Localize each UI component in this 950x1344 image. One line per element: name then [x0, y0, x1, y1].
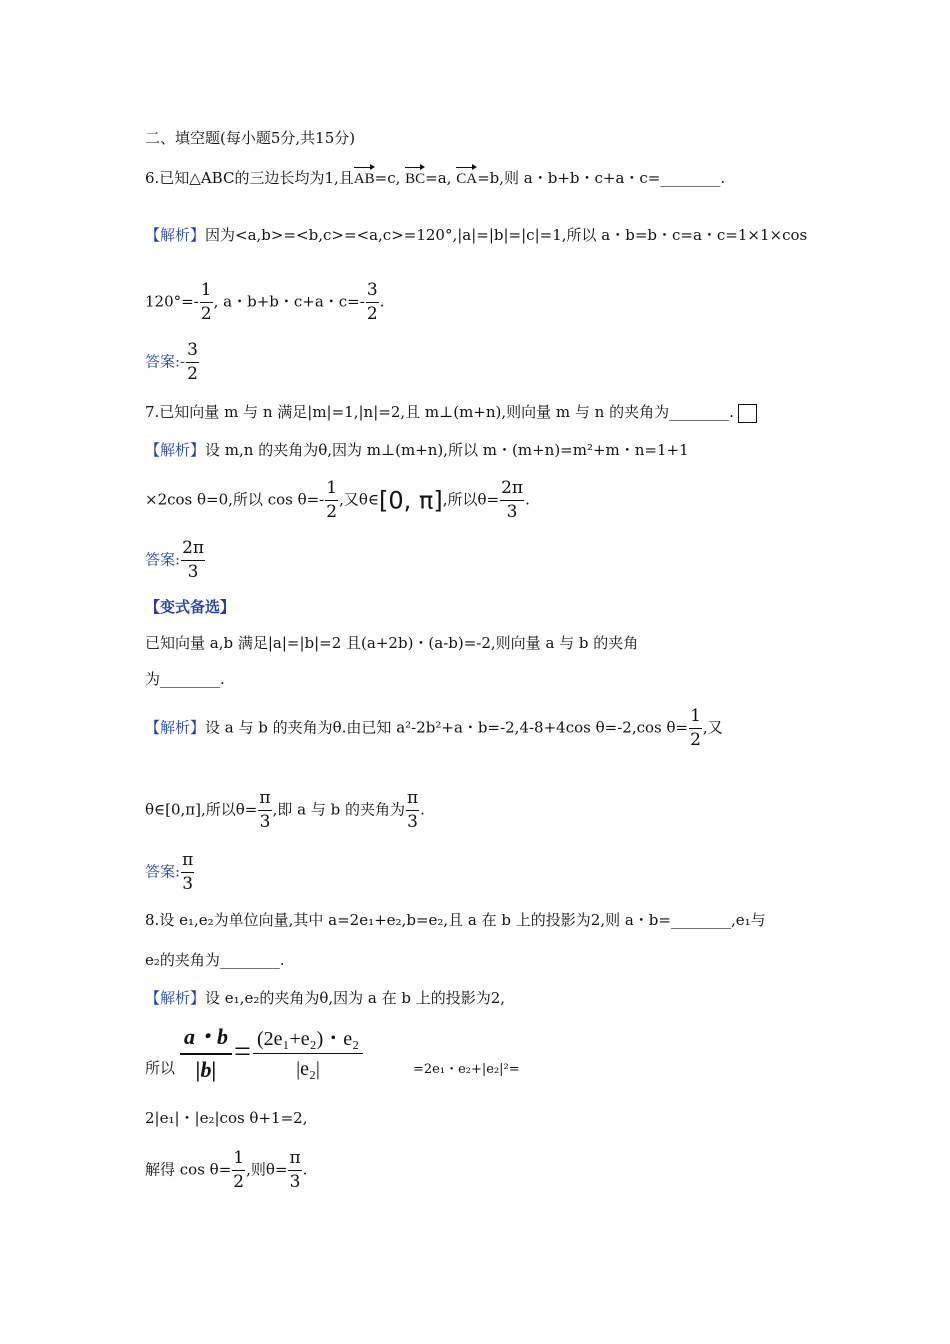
q8-question-line2: e₂的夹角为________.: [145, 951, 285, 969]
frac-num: 1: [325, 480, 338, 501]
q8-solve-text-c: .: [302, 1160, 308, 1179]
variant-analysis-line1: [145, 708, 723, 749]
q7-analysis-line1: [145, 440, 689, 460]
interval: [0, π]: [379, 486, 443, 515]
frac-num: π: [181, 852, 194, 873]
q6-a2-text-a: 120°=-: [145, 292, 199, 311]
frac-num: π: [258, 790, 271, 811]
q7-analysis-text: 设 m,n 的夹角为θ,因为 m⊥(m+n),所以 m・(m+n)=m²+m・n=1+1: [205, 441, 689, 459]
q6-prefix: 6.已知△ABC的三边长均为1,且: [145, 169, 354, 187]
frac-den: 2: [366, 304, 378, 324]
answer-label: 答案:: [145, 862, 181, 881]
q6-text-1: =c,: [374, 169, 406, 187]
q8-solve-text-b: ,则θ=: [246, 1160, 288, 1179]
q6-a2-text-b: , a・b+b・c+a・c=-: [213, 292, 365, 311]
fraction: [500, 480, 524, 521]
formula-num: (2e₁+e₂)・e₂: [253, 1022, 363, 1054]
frac-num: 1: [200, 282, 213, 303]
formula-den: |e₂|: [296, 1058, 320, 1080]
formula-fraction-2: [253, 1022, 363, 1081]
frac-num: 3: [186, 342, 199, 363]
fraction: [325, 480, 338, 521]
analysis-tag: 【解析】: [145, 226, 206, 244]
q7-a2-text-c: ,所以θ=: [442, 490, 500, 509]
q7-analysis-line2: [145, 480, 530, 521]
variant-tag: 【变式备选】: [145, 598, 236, 616]
q6-text-3: =b,则 a・b+b・c+a・c=________.: [477, 169, 726, 187]
variant-analysis-line2: [145, 790, 425, 831]
analysis-tag: 【解析】: [145, 718, 206, 737]
variant-question-line2: 为________.: [145, 670, 225, 688]
variant-analysis-text: 设 a 与 b 的夹角为θ.由已知 a²-2b²+a・b=-2,4-8+4cos θ=-2,cos θ=: [205, 718, 689, 737]
variant-a2-text-a: θ∈[0,π],所以θ=: [145, 800, 258, 819]
variant-a2-text-b: ,即 a 与 b 的夹角为: [272, 800, 405, 819]
checkbox-icon[interactable]: [738, 404, 757, 423]
q6-analysis-text: 因为<a,b>=<b,c>=<a,c>=120°,|a|=|b|=|c|=1,所以 a・b=b・c=a・c=1×1×cos: [205, 226, 808, 244]
frac-den: 3: [187, 562, 199, 582]
frac-den: 2: [326, 502, 338, 522]
fraction: [181, 852, 194, 893]
q7-a2-text-d: .: [525, 490, 530, 509]
frac-den: 3: [407, 812, 418, 832]
frac-den: 2: [187, 364, 198, 384]
formula-den: |b|: [195, 1057, 217, 1082]
frac-den: 3: [259, 812, 271, 832]
fraction: [366, 282, 379, 323]
q8-question-line1: 8.设 e₁,e₂为单位向量,其中 a=2e₁+e₂,b=e₂,且 a 在 b 上的投影为2,则 a・b=________,e₁与: [145, 911, 766, 929]
q6-text-2: =a,: [425, 169, 457, 187]
fraction: [258, 790, 271, 831]
frac-den: 2: [690, 730, 701, 750]
frac-num: 2π: [500, 480, 524, 501]
frac-den: 3: [506, 502, 518, 522]
frac-num: π: [288, 1150, 301, 1171]
formula-fraction-1: [180, 1020, 232, 1083]
q7-answer: [145, 540, 206, 581]
frac-num: 2π: [181, 540, 205, 561]
fraction: [186, 342, 199, 383]
fraction: [232, 1150, 245, 1191]
answer-label: 答案:-: [145, 352, 186, 371]
variant-question-line1: 已知向量 a,b 满足|a|=|b|=2 且(a+2b)・(a-b)=-2,则向量 a 与 b 的夹角: [145, 634, 639, 652]
answer-label: 答案:: [145, 550, 181, 569]
frac-num: 1: [689, 708, 702, 729]
frac-den: 3: [182, 874, 194, 894]
q8-solve-text-a: 解得 cos θ=: [145, 1160, 232, 1179]
q7-a2-text-a: ×2cos θ=0,所以 cos θ=-: [145, 490, 325, 509]
fraction: [288, 1150, 301, 1191]
q6-answer: [145, 342, 200, 383]
fraction: [689, 708, 702, 749]
q8-formula-tail: =2e₁・e₂+|e₂|²=: [413, 1062, 520, 1077]
frac-num: 3: [366, 282, 379, 303]
q7-question: [145, 402, 757, 423]
frac-den: 3: [289, 1172, 301, 1192]
frac-den: 2: [200, 304, 212, 324]
q8-analysis-line1: [145, 988, 505, 1008]
q6-analysis-line2: [145, 282, 384, 323]
variant-a1-text-b: ,又: [702, 718, 723, 737]
frac-num: π: [406, 790, 419, 811]
vector-ab: AB: [353, 171, 375, 187]
analysis-tag: 【解析】: [145, 989, 206, 1007]
q6-question: [145, 168, 725, 189]
vector-bc: BC: [405, 171, 426, 187]
fraction: [200, 282, 213, 323]
q8-so-label: 所以: [145, 1059, 176, 1077]
frac-num: 1: [232, 1150, 245, 1171]
variant-answer: [145, 852, 195, 893]
q7-a2-text-b: ,又θ∈: [339, 490, 379, 509]
formula-num: a・b: [180, 1020, 232, 1055]
formula-equals: =: [234, 1034, 251, 1068]
q6-a2-text-c: .: [379, 292, 385, 311]
variant-a2-text-c: .: [420, 800, 425, 819]
analysis-tag: 【解析】: [145, 441, 206, 459]
q8-analysis-text: 设 e₁,e₂的夹角为θ,因为 a 在 b 上的投影为2,: [205, 989, 506, 1007]
q8-analysis-line3: 2|e₁|・|e₂|cos θ+1=2,: [145, 1109, 308, 1127]
section-title: 二、填空题(每小题5分,共15分): [145, 129, 356, 147]
q8-solve: [145, 1150, 307, 1191]
projection-formula: [180, 1020, 363, 1083]
frac-den: 2: [233, 1172, 245, 1192]
vector-ca: CA: [456, 171, 478, 187]
fraction: [406, 790, 419, 831]
q6-analysis-line1: [145, 225, 807, 245]
fraction: [181, 540, 205, 581]
q7-question-text: 7.已知向量 m 与 n 满足|m|=1,|n|=2,且 m⊥(m+n),则向量 m 与 n 的夹角为________.: [145, 403, 734, 421]
